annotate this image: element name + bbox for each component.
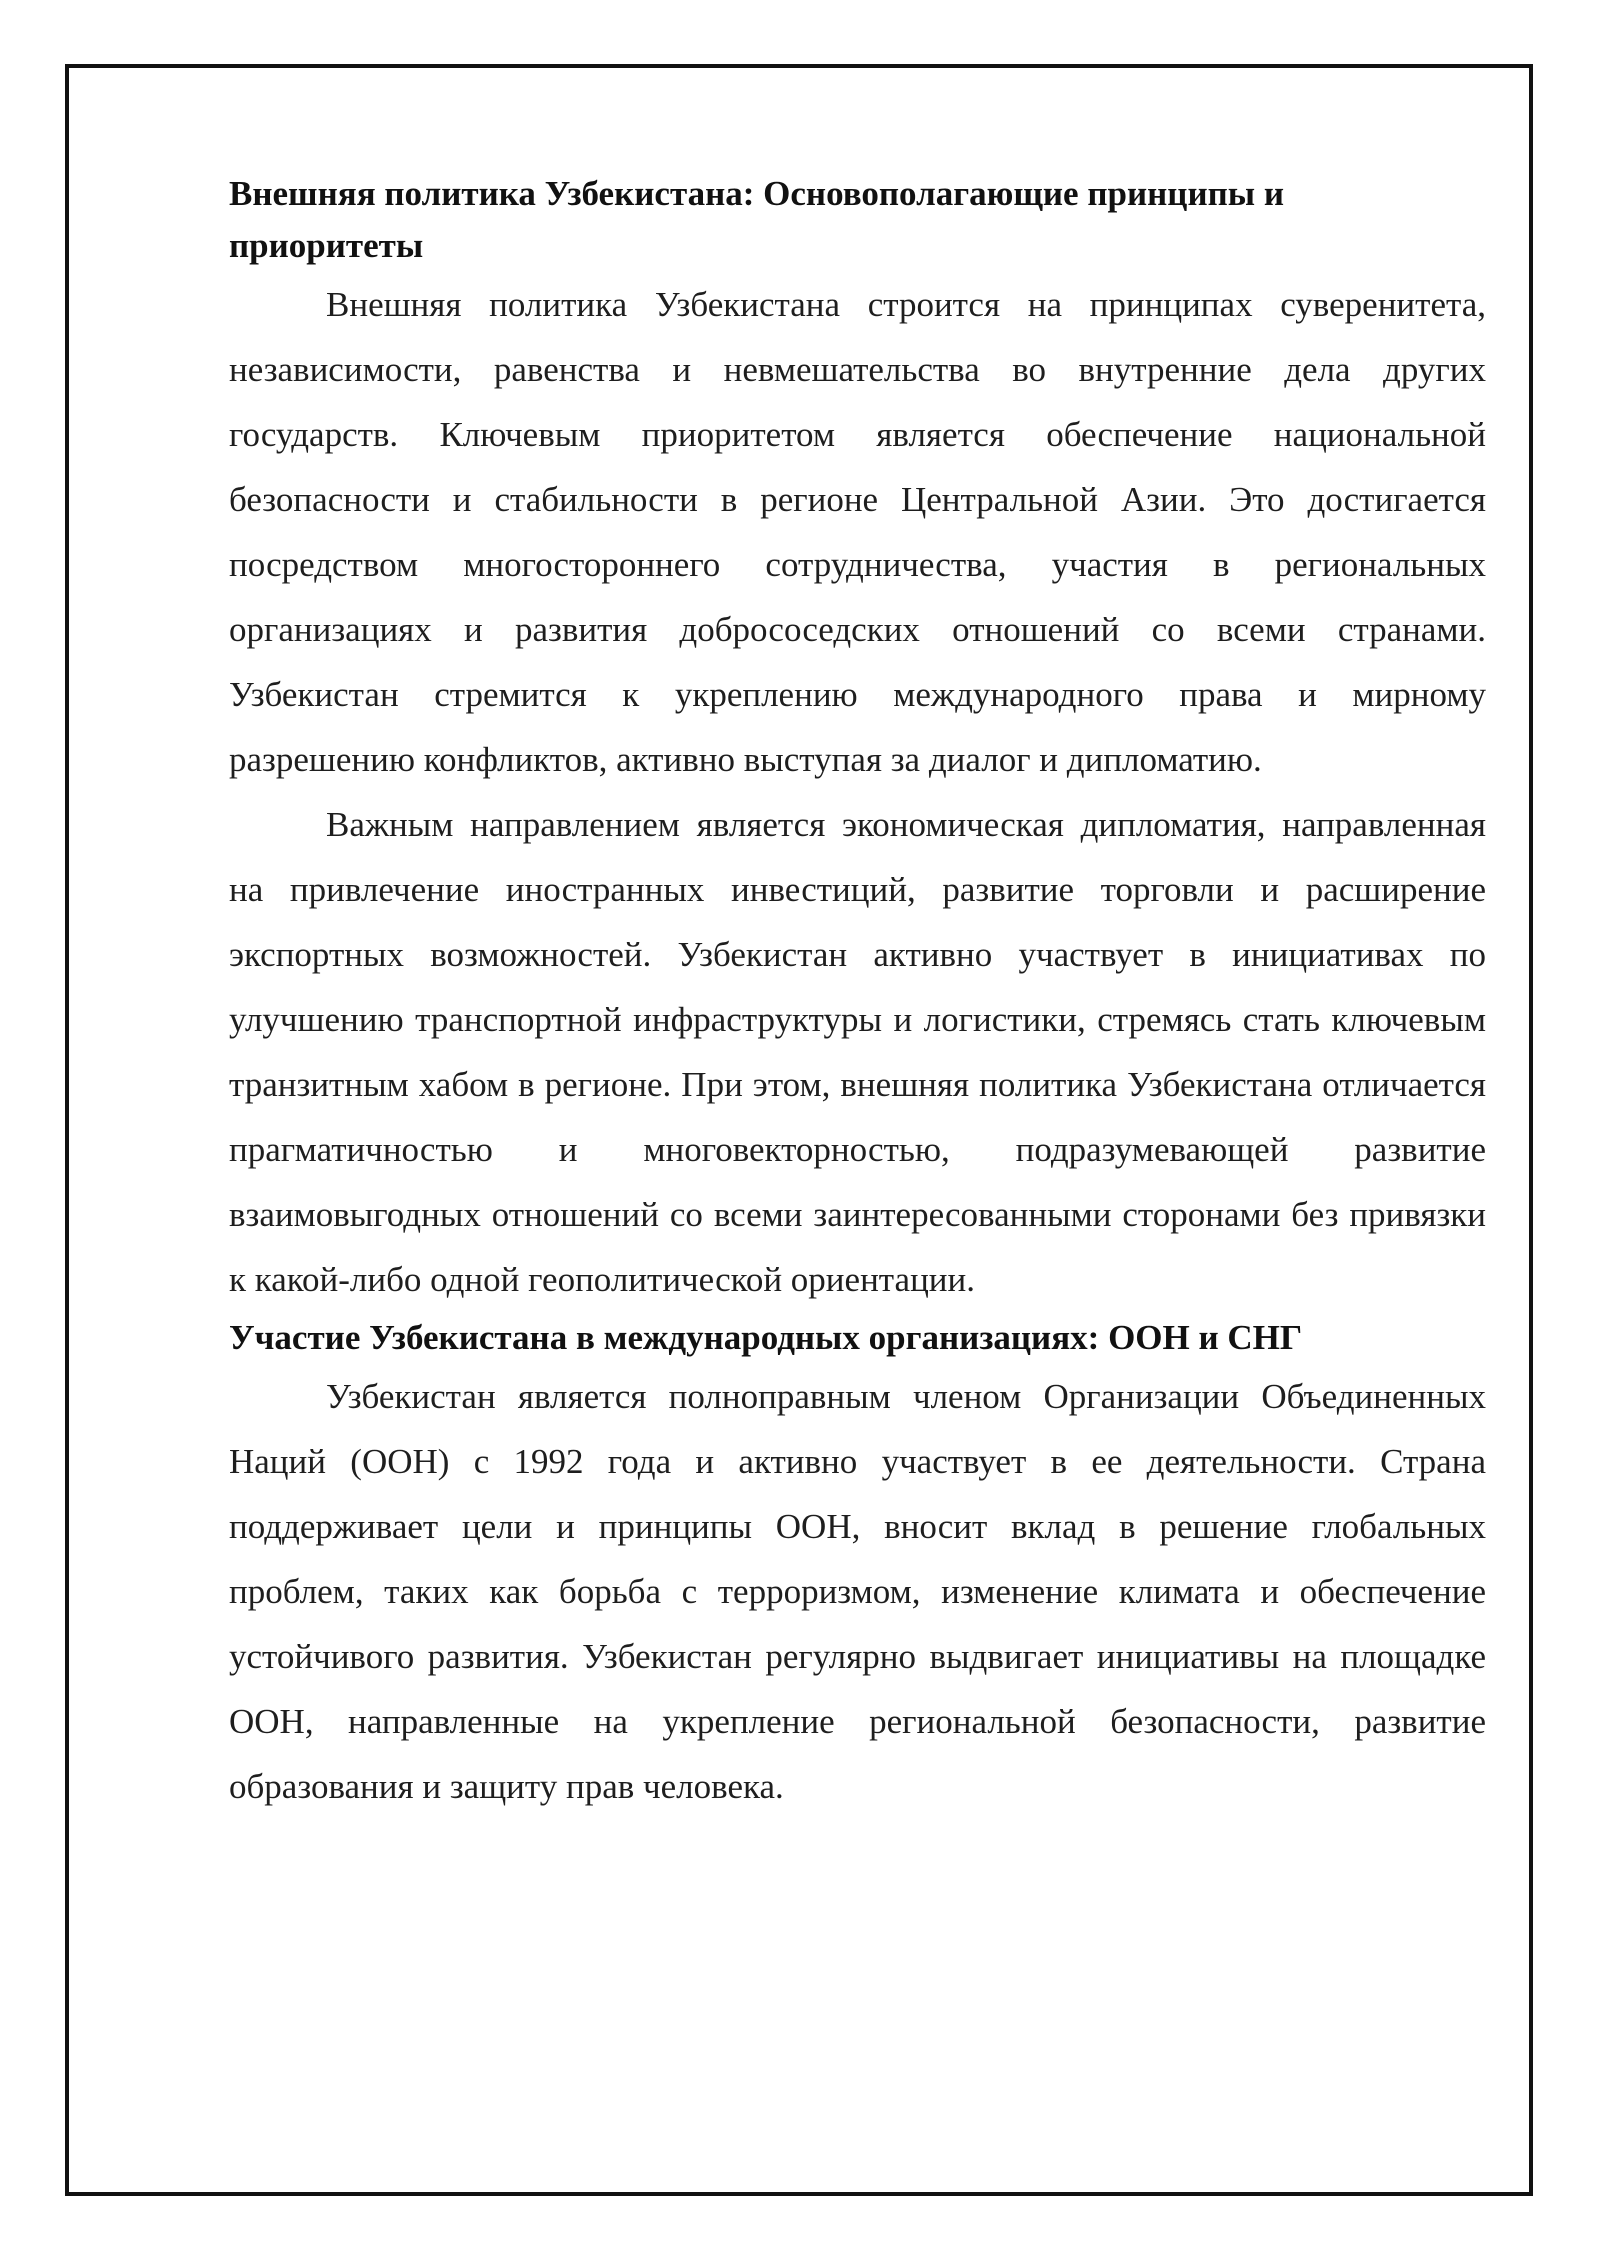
paragraph-economic-diplomacy: Важным направлением является экономическая дипломатия, направленная на привлечение иностранных инвестиций, развитие торговли и расширение экспортных возможностей. Узбекистан активно участвует в инициативах по улучшению транспортной инфраструктуры и логистики, стремясь стать ключевым транзитным хабом в регионе. При этом, внешняя политика Узбекистана отличается прагматичностью и многовекторностью, подразумевающей развитие взаимовыгодных отношений со всеми заинтересованными сторонами без привязки к какой-либо одной геополитической ориентации. [229, 805, 1486, 1299]
paragraph-principles: Внешняя политика Узбекистана строится на принципах суверенитета, независимости, равенства и невмешательства во внутренние дела других государств. Ключевым приоритетом является обеспечение национальной безопасности и стабильности в регионе Центральной Азии. Это достигается посредством многостороннего сотрудничества, участия в региональных организациях и развития добрососедских отношений со всеми странами. Узбекистан стремится к укреплению международного права и мирному разрешению конфликтов, активно выступая за диалог и дипломатию. [229, 285, 1486, 779]
paragraph-un-membership: Узбекистан является полноправным членом Организации Объединенных Наций (ООН) с 1992 года и активно участвует в ее деятельности. Страна поддерживает цели и принципы ООН, вносит вклад в решение глобальных проблем, таких как борьба с терроризмом, изменение климата и обеспечение устойчивого развития. Узбекистан регулярно выдвигает инициативы на площадке ООН, направленные на укрепление региональной безопасности, развитие образования и защиту прав человека. [229, 1377, 1486, 1806]
document-body [229, 168, 1486, 1819]
section-heading-foreign-policy: Внешняя политика Узбекистана: Основополагающие принципы и приоритеты [229, 174, 1285, 265]
section-heading-international-organizations: Участие Узбекистана в международных организациях: ООН и СНГ [229, 1318, 1303, 1357]
